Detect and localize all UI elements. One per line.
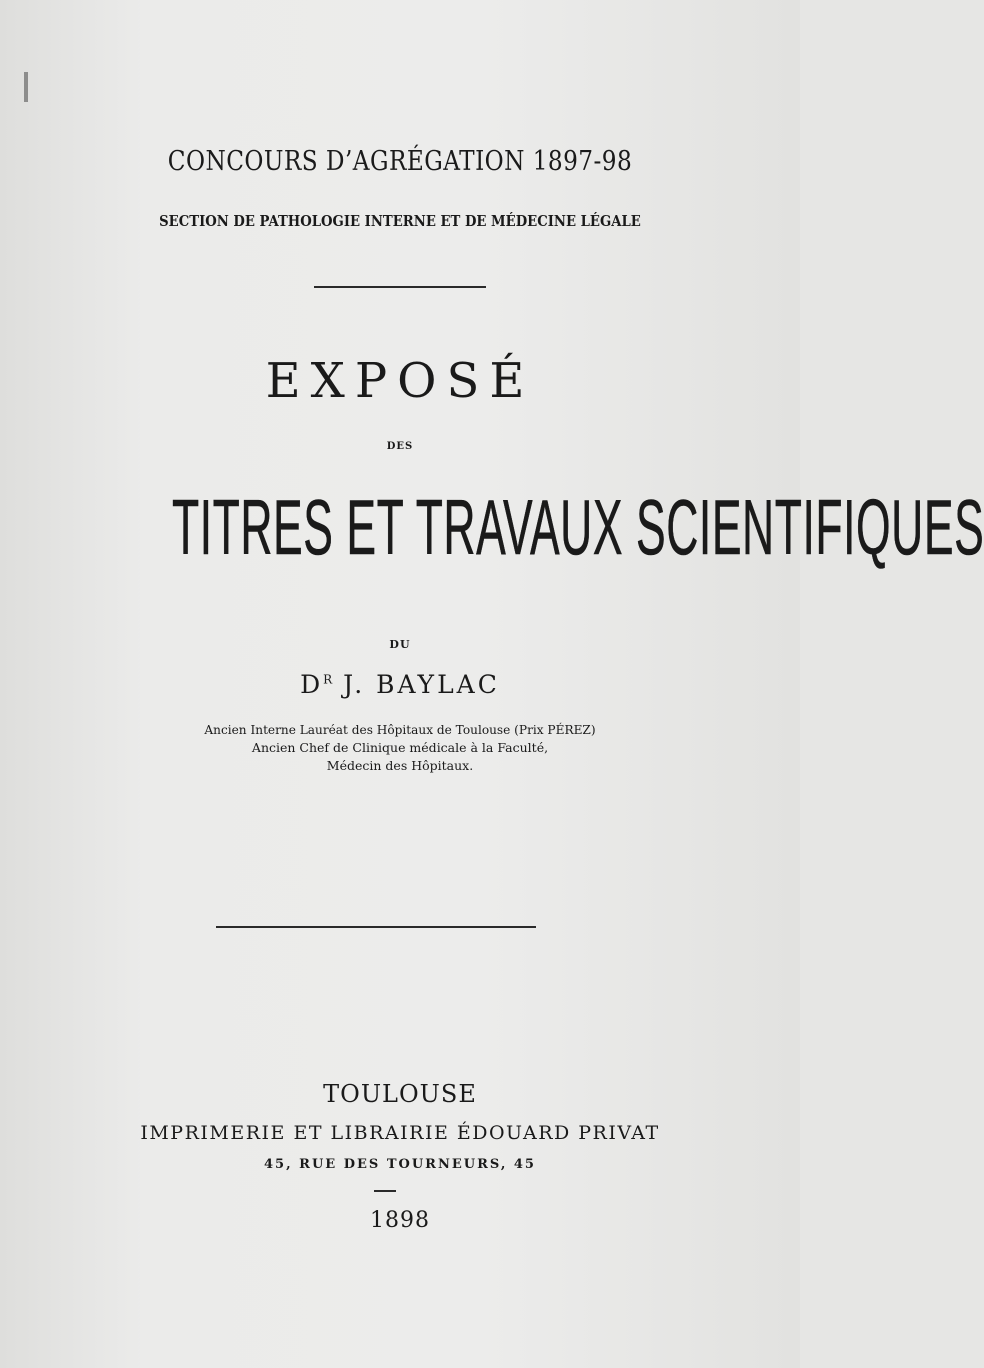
- author-name: J. BAYLAC: [343, 670, 500, 699]
- author-prefix-letter: D: [300, 670, 324, 699]
- author-line: [0, 670, 800, 699]
- imprint-city: TOULOUSE: [323, 1080, 477, 1108]
- imprint-publisher: IMPRIMERIE ET LIBRAIRIE ÉDOUARD PRIVAT: [140, 1122, 660, 1144]
- divider-rule-top: [314, 286, 486, 288]
- title-des: DES: [386, 441, 414, 452]
- author-credential: Ancien Interne Lauréat des Hôpitaux de Toulouse (Prix PÉREZ): [204, 722, 596, 737]
- author-prefix: [300, 670, 332, 699]
- author-credential: Médecin des Hôpitaux.: [326, 758, 474, 773]
- title-expose: EXPOSÉ: [265, 353, 535, 409]
- author-prefix-superscript: R: [323, 672, 333, 687]
- divider-rule-bottom: [374, 1190, 396, 1192]
- title-du: DU: [389, 638, 411, 651]
- section-heading: SECTION DE PATHOLOGIE INTERNE ET DE MÉDECINE LÉGALE: [159, 212, 641, 230]
- concours-heading: CONCOURS D’AGRÉGATION 1897-98: [167, 146, 633, 177]
- margin-mark: [24, 72, 28, 102]
- title-main: TITRES ET TRAVAUX SCIENTIFIQUES: [172, 483, 984, 571]
- author-credential: Ancien Chef de Clinique médicale à la Faculté,: [251, 740, 549, 755]
- divider-rule-middle: [216, 926, 536, 928]
- imprint-year: 1898: [370, 1208, 430, 1233]
- imprint-address: 45, RUE DES TOURNEURS, 45: [264, 1157, 536, 1172]
